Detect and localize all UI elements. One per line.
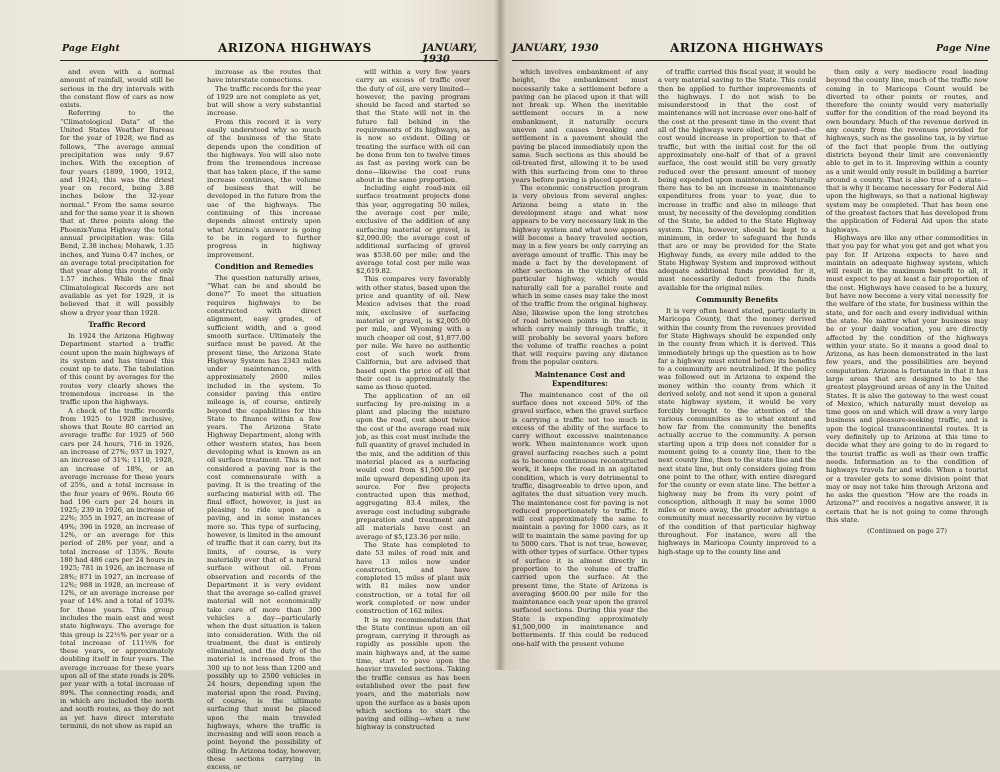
left-header: [0, 43, 500, 59]
page-number-label: Page Eight: [62, 43, 120, 54]
paragraph: then only a very mediocre road leading beyond the county line, much of the traffic now coming in to Maricopa Count would be diverted to other points or routes, and therefore the county would very materially suffer for the condition of the road beyond its own boundary. Much of the revenue derived in any county from the revenues provided for highways, such as the gasoline tax, is by virtue of the fact that people from the outlying districts beyond their limit are conveniently able to get in to it. Improving within a county as a unit would only result in building a barrier around a county. That is also true of a state—that is why it became necessary for Federal Aid upon the highways, so that a national highway system may be completed. That has been one of the greatest factors that has developed from the application of Federal Aid upon the state highways.: [826, 68, 988, 234]
section-heading: Community Benefits: [696, 295, 778, 305]
paragraph: Including eight road-mix oil surface treatment projects done this year, aggregating 50 miles, the average cost per mile, exclusive of the addition of any surfacing material or gravel, is $2,090.00; the average cost of additional surfacing of gravel was $538.60 per mile; and the average total cost per mile was $2,619.82.: [356, 184, 470, 276]
paragraph: The traffic records for the year of 1929 are not complete as yet, but will show a very substantial increase.: [207, 84, 321, 118]
right-page: [500, 0, 1000, 670]
article-column: [512, 68, 648, 664]
paragraph: increase as the routes that have interstate connections.: [207, 68, 321, 85]
paragraph: From this record it is very easily understood why so much of the business of the State depends upon the condition of the highways. You will also note from the tremendous increase that has taken place, if the same increase continues, the volume of business that will be developed in the future from the use of the highways. The continuing of this increase depends almost entirely upon what Arizona's answer is going to be in regard to further progress in highway improvement.: [207, 117, 321, 259]
magazine-title: ARIZONA HIGHWAYS: [218, 41, 372, 55]
header-rule: [60, 60, 498, 61]
paragraph: which involves embankment of any height, the embankment must necessarily take a settlement before a paving can be placed upon it that will not break up. When the inevitable settlement occurs in a new embankment, it naturally occurs uneven and causes breaking and settlement in a pavement should the paving be placed immediately upon the same. Such sections as this should be oil-treated first, allowing it to be used with this surfacing from one to three years before paving is placed upon it.: [512, 68, 648, 184]
article-column: [826, 68, 988, 664]
article-column: [658, 68, 816, 664]
paragraph: It is very often heard stated, particularly in Maricopa County, that the money derived within the county from the revenues provided for State Highways should be expended only in the county from which it is derived. This immediately brings up the question as to how far a highway must extend before its benefits to a community are neutralized. If the policy was followed out in Arizona to expend the money within the county from which it derived solely, and not send it upon a general state highway system, it would be very forcibly brought to the attention of the various communities as to what extent and how far from the community the benefits actually accrue to the community. A person starting upon a trip does not consider for a moment going to a county line, then to the next county line, then to the state line and the next state line, but only considers going from one point to the other, with entire disregard for the county or even state line. The better a highway may be from its very point of conception, although it may be some 1000 miles or more away, the greater advantage a community must necessarily receive by virtue of the condition of that particular highway throughout. For instance, were all the highways in Maricopa County improved to a high-stage up to the county line and: [658, 307, 816, 556]
binding-gutter: [494, 0, 506, 670]
section-heading: Maintenance Cost and Expenditures:: [534, 369, 626, 388]
article-column: [356, 68, 470, 732]
issue-date: JANUARY,: [422, 43, 478, 54]
paragraph: The economic construction program is very obvious from several angles: Arizona being a state in the development stage and what now appears to be very necessary link in the highway system and what now appears will become a heavy traveled section, may in a few years be only carrying an average amount of traffic. This may be made a fact by the development of other sections in the vicinity of this particular highway, which would naturally call for a parallel route and which in some cases may take the most of the traffic from the original highway. Also, likewise upon the long stretches of road between points in the state, which carry mainly through traffic, it will probably be several years before the volume of traffic reaches a point that will require paving any distance from the popular centers.: [512, 184, 648, 367]
right-header: [500, 43, 1000, 59]
paragraph: Highways are like any other commodities in that you pay for what you get and get what you pay for. If Arizona expects to have and maintain an adequate highway system, which will result in the maximum benefit to all, it must expect to pay at least a fair proportion of the cost. Highways have ceased to be a luxury, but have now become a very vital necessity for the welfare of the state, for business within the state, and for each and every individual within the state. No matter what your business may be or your daily vocation, you are directly affected by the condition of the highways within your state. So it means a good deal to Arizona, as has been demonstrated in the last few years, and the possibilities are beyond computation. Arizona is fortunate in that it has large areas that are designed to be the greatest playground areas of any in the United States. It is also the gateway to the west coast of Mexico, which naturally must develop as time goes on and which will draw a very large business and pleasure-seeking traffic, and is upon the logical transcontinental routes. It is very definitely up to Arizona at this time to decide what they are going to do in regard to the tourist traffic as well as their own traffic needs. Information as to the condition of highways travels far and wide. When a tourist or a traveler gets to some division point that may or may not take him through Arizona and he asks the question “How are the roads in Arizona?” and receives a negative answer, it is certain that he is not going to come through this state.: [826, 233, 988, 525]
paragraph: The question naturally arises, “What can be and should be done?” To meet the situation requires highways to be constructed with direct alignment, easy grades, of sufficient width, and a good smooth surface. Ultimately the surface must be paved. At the present time, the Arizona State Highway System has 2343 miles under maintenance, with approximately 2600 miles included in the system. To consider paving this entire mileage is, of course, entirely beyond the capabilities for this State to finance within a few years. The Arizona State Highway Department, along with other western states, has been developing what is known as an oil surface treatment. This is not considered a paving nor is the cost commensurate with a paving. It is the treating of the surfacing material with oil. The final effect, however, is just as pleasing to ride upon as a paving, and in some instances more so. This type of surfacing, however, is limited in the amount of traffic that it can carry, but its limits, of course, is very materially over that of a natural surface without oil. From observation and records of the Department it is very evident that the average so-called gravel material will not economically take care of more than 300 vehicles a day—particularly when the dust situation is taken into consideration. With the oil treatment, the dust is entirely eliminated, and the duty of the material is increased from the 300 up to not less than 1200 and possibly up to 2500 vehicles in 24 hours, depending upon the material upon the road. Paving, of course, is the ultimate surfacing that must be placed upon the main traveled highways, where the traffic is increasing and will soon reach a point beyond the possibility of oiling. In Arizona today, however, these sections carrying in excess, or: [207, 273, 321, 772]
paragraph: Referring to the “Climatological Data” of the United States Weather Bureau for the year of 1928, we find as follows, “The average annual precipitation was only 9.67 inches. With the exception of four years (1899, 1900, 1912, and 1924), this was the driest year on record, being 3.88 inches below the 32-year normal.” From the same source and for the same year it is shown that at three points along the Phoenix-Yuma Highway the total annual precipitation was: Gila Bend, 2.38 inches; Mohawk, 1.35 inches, and Yuma 0.47 inches, or an average total precipitation for that year along this route of only 1.57 inches. While the final Climatological Records are not available as yet for 1929, it is believed that it will possibly show a dryer year than 1928.: [60, 109, 174, 317]
paragraph: The maintenance cost of the oil surface does not exceed 50% of the gravel surface, when the gravel surface is carrying a traffic not too much in excess of the ability of the surface to carry without excessive maintenance work. When maintenance work upon gravel surfacing reaches such a point as to become continuous reconstructed work, it keeps the road in an agitated condition, which is very detrimental to traffic, disagreeable to drive upon, and agitates the dust situation very much. The maintenance cost for paving is not reduced proportionately to traffic. It will cost approximately the same to maintain a paving for 1000 cars, as it will to maintain the same paving for up to 5000 cars. That is not true, however, with other types of surface. Other types of surface it is almost directly in proportion to the volume of traffic carried upon the surface. At the present time, the State of Arizona is averaging $600.00 per mile for the maintenance each year upon the gravel surfaced sections. During this year the State is expending approximately $1,500,000 in maintenance and betterments. If this could be reduced one-half with the present volume: [512, 390, 648, 648]
section-heading: Condition and Remedies: [214, 261, 314, 271]
continuation-note: (Continued on page 27): [866, 527, 948, 536]
article-column: [60, 68, 174, 730]
paragraph: This compares very favorably with other states, based upon the price and quantity of oil. New Mexico advises that the road mix, exclusive of surfacing material or gravel, is $2,005.00 per mile, and Wyoming with a much cheaper oil cost, $1,877.00 per mile. We have no authentic cost of such work from California, but are advised that based upon the price of oil that their cost is approximately the same as those quoted.: [356, 275, 470, 392]
paragraph: and even with a normal amount of rainfall, would still be serious in the dry intervals with the constant flow of cars as now exists.: [60, 68, 174, 110]
paragraph: A check of the traffic records from 1925 to 1928 inclusive, shows that Route 80 carried an average traffic for 1925 of 560 cars per 24 hours, 716 in 1926, an increase of 27%; 937 in 1927, an increase of 31%; 1110, 1928, an increase of 18%, or an average increase for these years of 25%, and a total increase in the four years of 96%. Route 66 had 196 cars per 24 hours in 1925; 239 in 1926, an increase of 22%; 355 in 1927, an increase of 49%; 396 in 1928, an increase of 12%, or an average for this period of 28% per year, and a total increase of 135%. Route 180 had 486 cars per 24 hours in 1925; 781 in 1926, an increase of 28%; 871 in 1927, an increase of 12%; 988 in 1928, an increase of 12%, or an average increase per year of 14% and a total of 103% for these years. This group includes the main east and west state highways. The average for this group is 22½% per year or a total increase of 111⅓% for these years, or approximately doubling itself in four years. The average increase for these years upon all of the state roads is 20% per year with a total increase of 89%. The connecting roads, and in which are included the north and south routes, as they do not as yet have direct interstate terminii, do not show as rapid an: [60, 406, 174, 730]
header-rule: [512, 60, 988, 61]
paragraph: will within a very few years carry an excess of traffic over the duty of oil, are very limited—however, the paving program should be faced and started so that the State will not in the future fall behind in the requirements of its highways, as is now so evident. Oiling or treating the surface with oil can be done from ten to twelve times as fast as paving work can be done—likewise the cost runs about in the same proportion.: [356, 68, 470, 184]
paragraph: In 1924 the Arizona Highway Department started a traffic count upon the main highways of its system and has tinued this count up to date. The tabulation of this count by averages for the routes very clearly shows the tremendous increase in the traffic upon the highways.: [60, 331, 174, 407]
page-number-label: Page Nine: [936, 43, 991, 54]
paragraph: It is my recommendation that the State continue upon an oil program, carrying it through as rapidly as possible upon the main highways and, at the same time, start to pave upon the heavier traveled sections. Taking the traffic census as has been established over the past few years, and the materials now upon the surface as a basis upon which sections to start the paving and oiling—when a new highway is constructed: [356, 615, 470, 732]
paragraph: of traffic carried this fiscal year, it would be a very material saving to the State. This could then be applied to further improvements of the highways. I do not wish to be misunderstood in that the cost of maintenance will not increase over one-half of the cost at the present time in the event that all of the highways were oiled, or paved—the cost would increase in proportion to that of traffic, but with the initial cost for the oil approximately one-half of that of a gravel surface, the cost would still be very greatly reduced over the present amount of money being expended upon maintenance. Naturally there has to be an increase in maintenance expenditures from year to year, due to increase in traffic and also in mileage that must, by necessity of the developing condition of the State, be added to the State Highway system. This, however, should be kept to a minimum, in order to safeguard the funds that are or may be provided for the State Highway funds, as every mile added to the State Highway System and improved without adequate additional funds provided for it, must necessarily deduct from the funds available for the original miles.: [658, 68, 816, 292]
section-heading: Traffic Record: [88, 319, 146, 329]
magazine-title: ARIZONA HIGHWAYS: [670, 41, 824, 55]
paragraph: The application of an oil surfacing by pre-mixing in a plant and placing the mixture upon the road, cost about twice the cost of the average road mix job, as this cost must include the full quantity of gravel included in the mix, and the addition of this material placed as a surfacing would cost from $1,500.00 per mile upward depending upon its source. For five projects contracted upon this method, aggregating 83.4 miles, the average cost including subgrade preparation and treatment and all materials have cost an average of $5,123.36 per mile.: [356, 391, 470, 541]
article-column: [207, 68, 321, 772]
issue-date: JANUARY, 1930: [512, 43, 599, 54]
paragraph: The State has completed to date 53 miles of road mix and have 13 miles now under construction, and have completed 15 miles of plant mix with 81 miles now under construction, or a total for oil work completed or now under construction of 162 miles.: [356, 540, 470, 616]
